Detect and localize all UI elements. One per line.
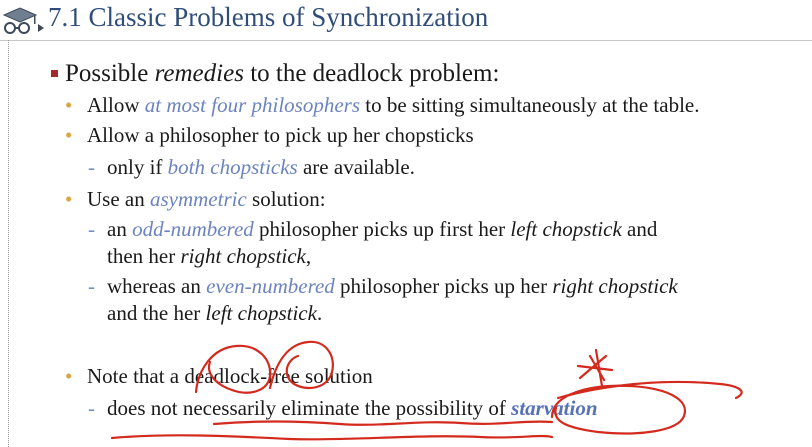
b3a-post: and	[621, 217, 658, 241]
b2a-post: are available.	[297, 155, 415, 179]
b3-highlight: asymmetric	[149, 187, 247, 211]
b2a-pre: only if	[107, 155, 168, 179]
title-divider	[0, 40, 812, 41]
b3a-em2: right chopstick	[180, 244, 306, 268]
b3a-pre: an	[107, 217, 133, 241]
b3b-em2: left chopstick	[205, 301, 317, 325]
b1-post: to be sitting simultaneously at the table.	[360, 93, 700, 117]
bullet-2	[87, 122, 474, 148]
dot-bullet: •	[65, 187, 73, 211]
dash-bullet: -	[88, 274, 95, 298]
b4a-pre: does not necessarily eliminate the possibility of	[107, 396, 512, 420]
b3a-l2post: ,	[305, 244, 312, 268]
ink-underline-1	[214, 421, 552, 424]
b3b-pre: whereas an	[107, 274, 207, 298]
heading-line	[65, 59, 499, 89]
square-bullet	[51, 70, 58, 77]
dot-bullet: •	[65, 123, 73, 147]
bullet-4	[87, 363, 373, 389]
graduate-glasses-icon	[0, 4, 44, 38]
b4-text: Note that a deadlock-free solution	[87, 364, 373, 388]
b3b-mid: philosopher picks up her	[334, 274, 553, 298]
bullet-3b-line1	[107, 273, 678, 299]
b3-pre: Use an	[87, 187, 150, 211]
bullet-3a-line2	[107, 243, 311, 269]
b3a-em1: left chopstick	[510, 217, 622, 241]
heading-post: to the deadlock problem:	[243, 60, 500, 87]
b3a-l2pre: then her	[107, 244, 181, 268]
bullet-3b-line2	[107, 300, 322, 326]
b4a-highlight: starvation	[511, 396, 598, 420]
ink-star	[578, 350, 612, 386]
left-margin-rule	[8, 40, 9, 447]
dot-bullet: •	[65, 93, 73, 117]
bullet-3a-line1	[107, 216, 657, 242]
b3-post: solution:	[246, 187, 326, 211]
heading-pre: Possible	[65, 60, 155, 87]
bullet-3	[87, 186, 326, 212]
b3a-mid: philosopher picks up first her	[253, 217, 511, 241]
bullet-2a	[107, 154, 415, 180]
dot-bullet: •	[65, 364, 73, 388]
b3b-l2pre: and the her	[107, 301, 206, 325]
b1-pre: Allow	[87, 93, 145, 117]
ink-underline-2	[112, 435, 552, 439]
dash-bullet: -	[88, 396, 95, 420]
dash-bullet: -	[88, 155, 95, 179]
b2-text: Allow a philosopher to pick up her chopsticks	[87, 123, 474, 147]
b3a-highlight: odd-numbered	[132, 217, 254, 241]
title-bar	[0, 0, 812, 40]
b3b-highlight: even-numbered	[206, 274, 335, 298]
bullet-4a	[107, 395, 598, 421]
b1-highlight: at most four philosophers	[144, 93, 361, 117]
bullet-1	[87, 92, 699, 118]
heading-em: remedies	[154, 60, 244, 87]
b2a-highlight: both chopsticks	[167, 155, 298, 179]
b3b-l2post: .	[316, 301, 323, 325]
page-title	[48, 0, 488, 34]
b3b-em1: right chopstick	[552, 274, 678, 298]
title-text: Classic Problems of Synchronization	[88, 2, 489, 32]
title-number: 7.1	[48, 2, 82, 32]
dash-bullet: -	[88, 217, 95, 241]
